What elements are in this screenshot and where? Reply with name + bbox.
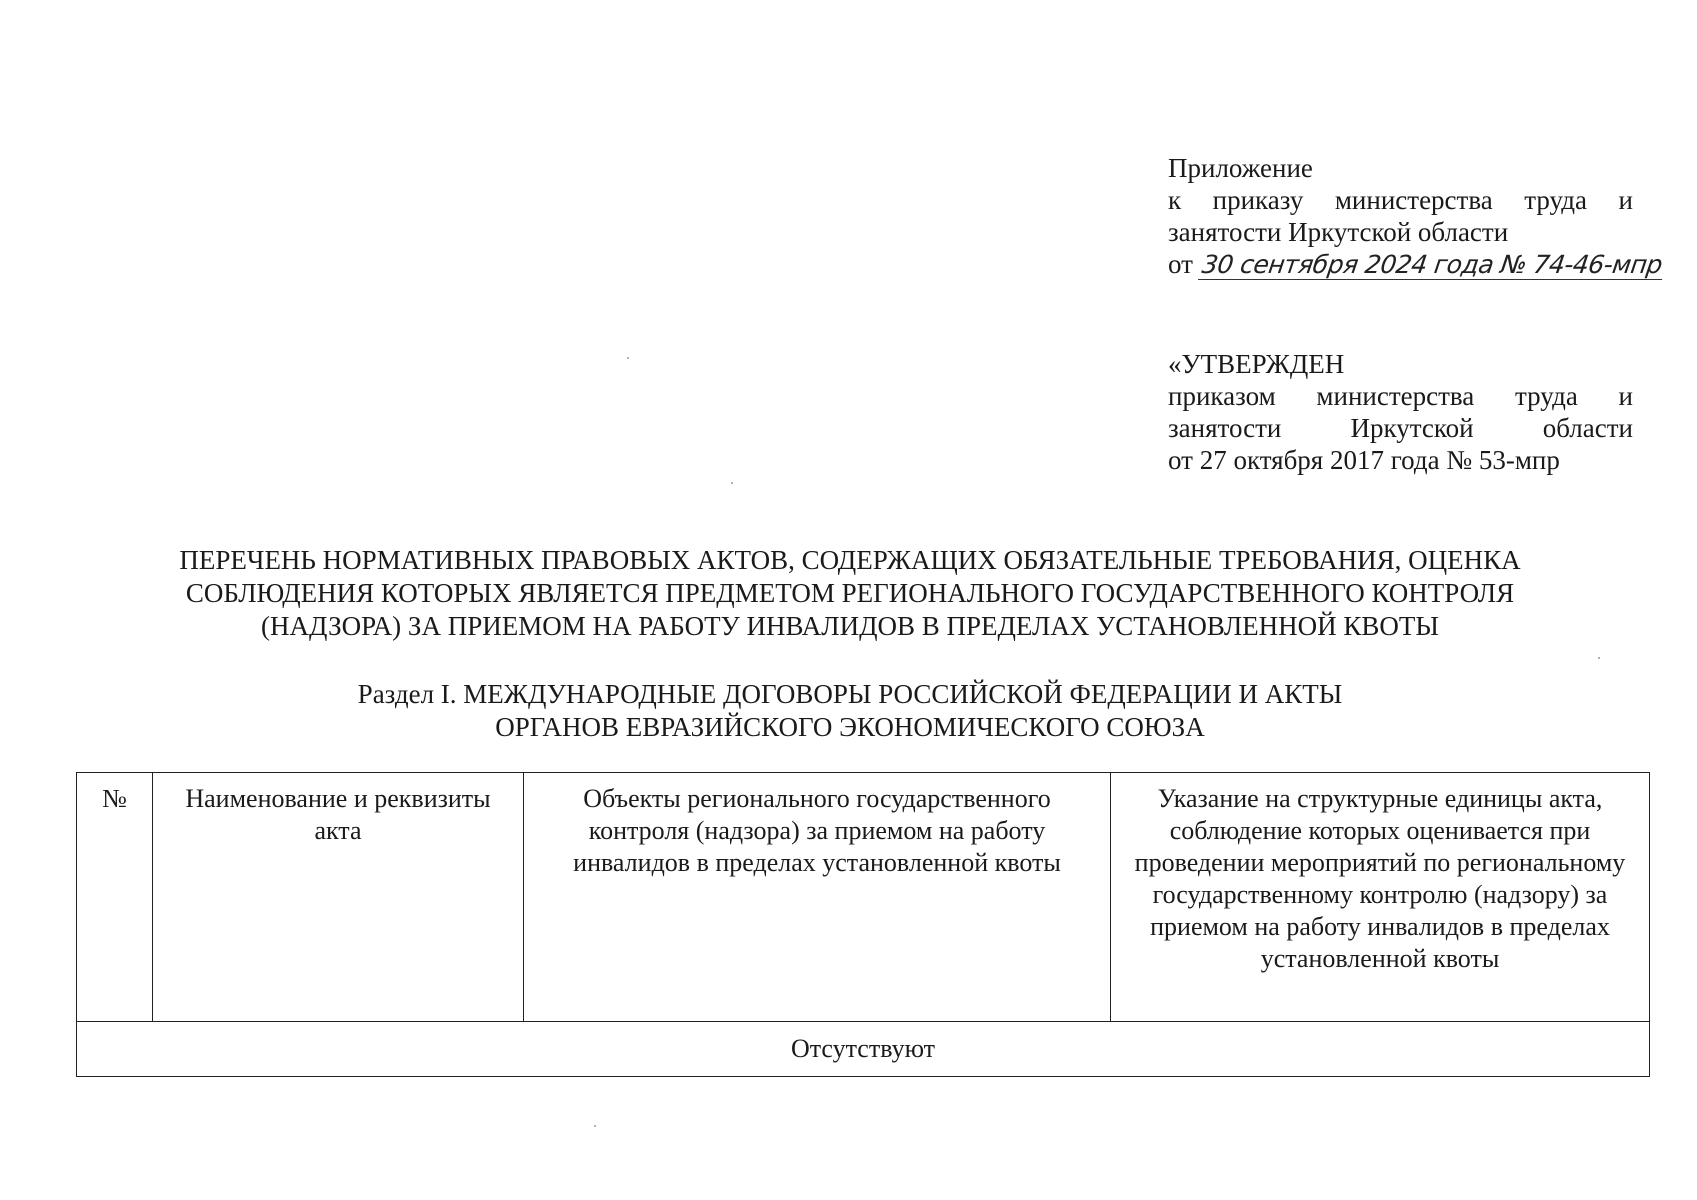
document-title-line-2: СОБЛЮДЕНИЯ КОТОРЫХ ЯВЛЯЕТСЯ ПРЕДМЕТОМ РЕГИОНАЛЬНОГО ГОСУДАРСТВЕННОГО КОНТРОЛЯ [185, 578, 1515, 608]
header-number: № [77, 773, 153, 1022]
table-row [77, 1022, 1650, 1077]
section-title-line-1: Раздел I. МЕЖДУНАРОДНЫЕ ДОГОВОРЫ РОССИЙСКОЙ ФЕДЕРАЦИИ И АКТЫ [357, 679, 1343, 709]
handwritten-date: 30 сентября 2024 года № 74-46-мпр [1198, 251, 1666, 280]
document-title [100, 544, 1600, 643]
table-header-row [77, 773, 1650, 1022]
header-act-name: Наименование и реквизиты акта [153, 773, 524, 1022]
annex-date-prefix: от [1168, 249, 1193, 279]
annex-block [1168, 152, 1664, 280]
approval-stamp-block [1168, 348, 1633, 476]
approved-line-1: приказом министерства труда и [1168, 381, 1633, 411]
annex-date-line [1168, 248, 1664, 280]
document-title-line-3: (НАДЗОРА) ЗА ПРИЕМОМ НА РАБОТУ ИНВАЛИДОВ В ПРЕДЕЛАХ УСТАНОВЛЕННОЙ КВОТЫ [261, 611, 1439, 641]
annex-line-2: занятости Иркутской области [1168, 217, 1509, 247]
approved-line-2: занятости Иркутской области [1168, 413, 1633, 443]
approved-line-3: от 27 октября 2017 года № 53-мпр [1168, 445, 1560, 475]
annex-title: Приложение [1168, 153, 1313, 183]
section-title [100, 678, 1600, 744]
approved-title: «УТВЕРЖДЕН [1168, 349, 1345, 379]
absent-cell: Отсутствуют [77, 1022, 1650, 1077]
header-structural-units: Указание на структурные единицы акта, соблюдение которых оценивается при проведении мероприятий по региональному государственному контролю (надзору) за приемом на работу инвалидов в пределах установленной квоты [1111, 773, 1650, 1022]
scan-speck [594, 1125, 596, 1127]
annex-line-1: к приказу министерства труда и [1168, 185, 1633, 215]
acts-table [76, 772, 1650, 1077]
scan-speck [627, 357, 629, 359]
section-title-line-2: ОРГАНОВ ЕВРАЗИЙСКОГО ЭКОНОМИЧЕСКОГО СОЮЗА [495, 712, 1205, 742]
scan-speck [1598, 657, 1600, 659]
scan-speck [731, 482, 733, 484]
document-title-line-1: ПЕРЕЧЕНЬ НОРМАТИВНЫХ ПРАВОВЫХ АКТОВ, СОДЕРЖАЩИХ ОБЯЗАТЕЛЬНЫЕ ТРЕБОВАНИЯ, ОЦЕНКА [179, 545, 1521, 575]
header-control-objects: Объекты регионального государственного контроля (надзора) за приемом на работу инвалидов в пределах установленной квоты [524, 773, 1111, 1022]
